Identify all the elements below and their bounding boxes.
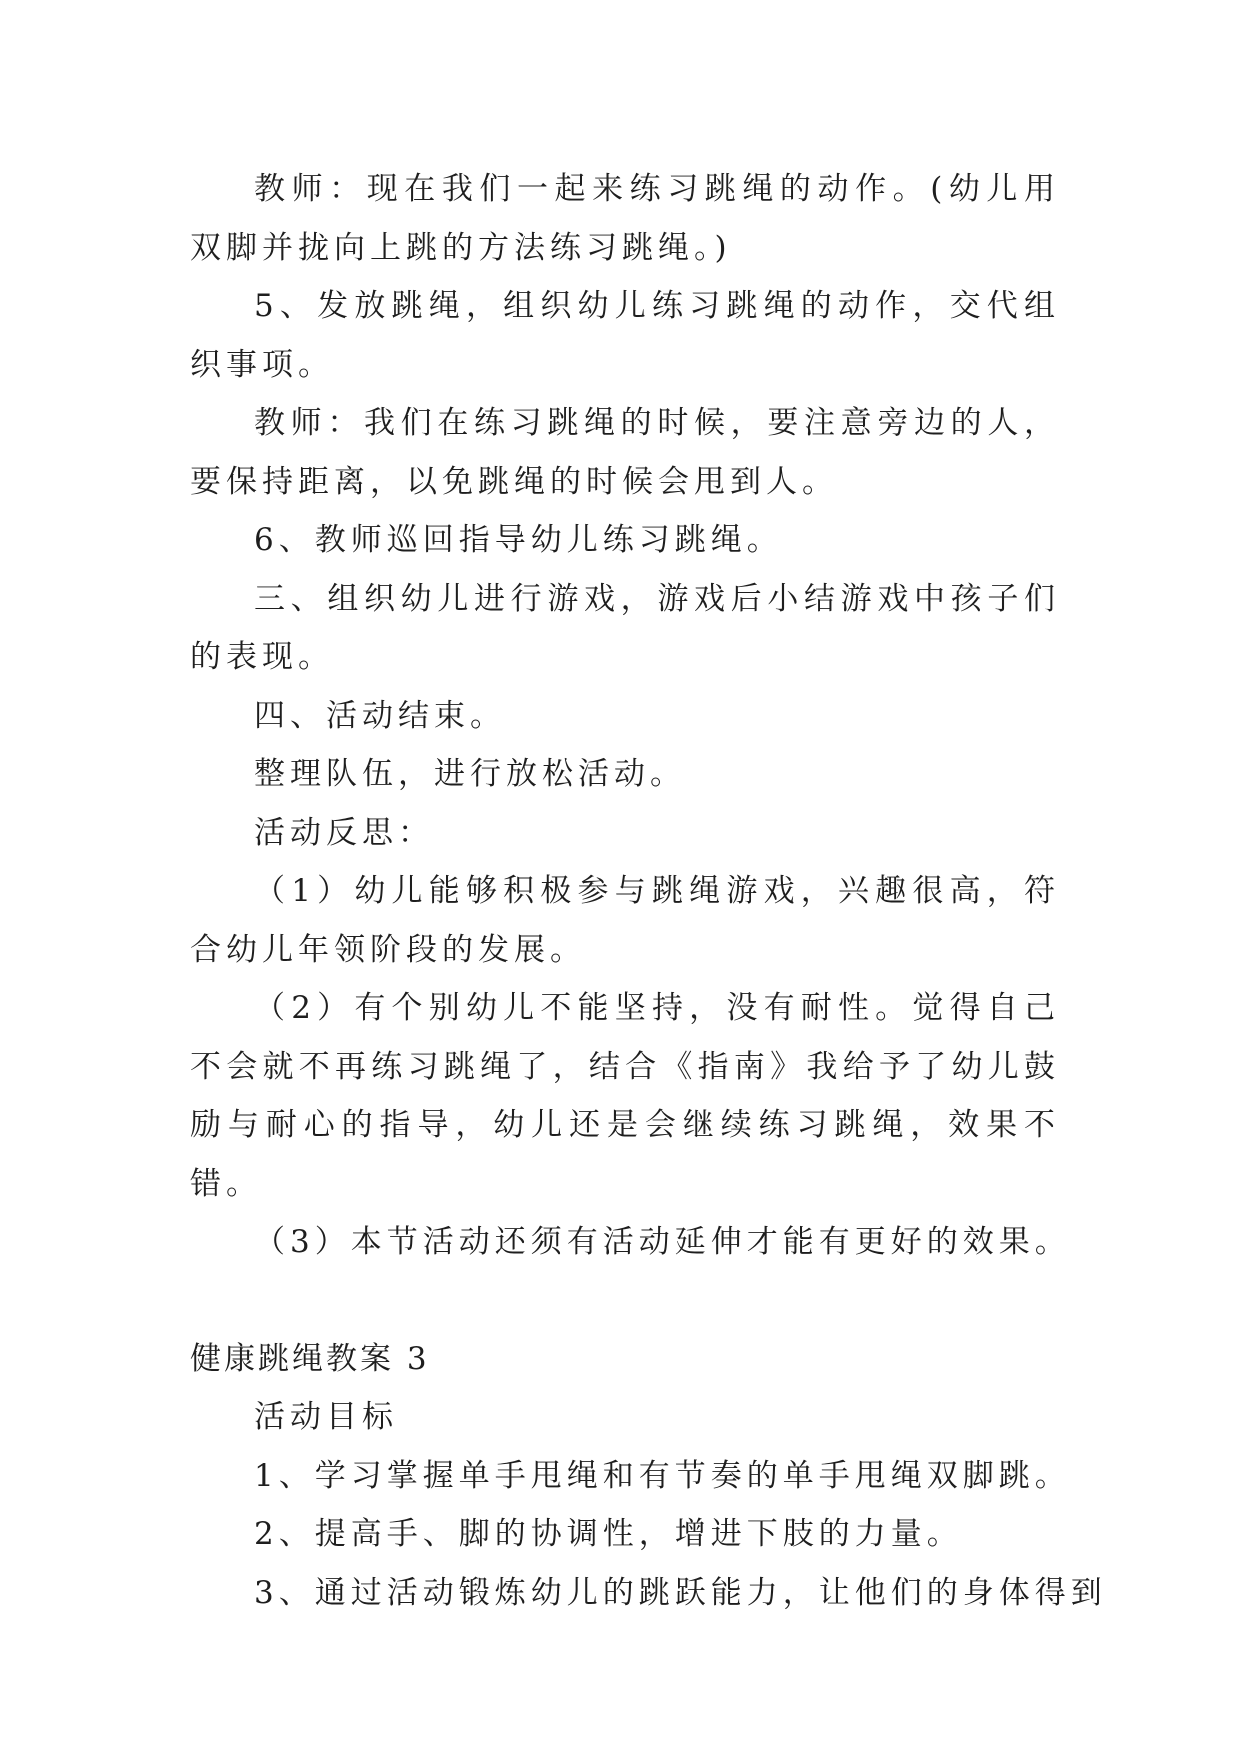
paragraph-teacher-safety: 教师：我们在练习跳绳的时候，要注意旁边的人，要保持距离，以免跳绳的时候会甩到人。 (190, 405, 1060, 500)
section-spacer (190, 1272, 1060, 1330)
paragraph-goals-title: 活动目标 (254, 1399, 398, 1435)
paragraph-step-5: 5、发放跳绳，组织幼儿练习跳绳的动作，交代组织事项。 (190, 288, 1060, 383)
document-body (190, 160, 1107, 1622)
paragraph-goal-3: 3、通过活动锻炼幼儿的跳跃能力，让他们的身体得到 (254, 1574, 1107, 1611)
paragraph-goal-2: 2、提高手、脚的协调性，增进下肢的力量。 (254, 1516, 963, 1552)
paragraph-section-three: 三、组织幼儿进行游戏，游戏后小结游戏中孩子们的表现。 (190, 580, 1060, 675)
paragraph-reflection-2: （2）有个别幼儿不能坚持，没有耐性。觉得自己不会就不再练习跳绳了，结合《指南》我给予了幼儿鼓励与耐心的指导，幼儿还是会继续练习跳绳，效果不错。 (190, 990, 1060, 1202)
paragraph-goal-1: 1、学习掌握单手甩绳和有节奏的单手甩绳双脚跳。 (254, 1457, 1071, 1494)
paragraph-section-four: 四、活动结束。 (254, 697, 506, 734)
paragraph-reflection-title: 活动反思： (254, 814, 434, 851)
paragraph-step-6: 6、教师巡回指导幼儿练习跳绳。 (254, 522, 783, 558)
paragraph-reflection-3: （3）本节活动还须有活动延伸才能有更好的效果。 (254, 1224, 1071, 1260)
section-heading: 健康跳绳教案 3 (190, 1340, 430, 1377)
paragraph-reflection-1: （1）幼儿能够积极参与跳绳游戏，兴趣很高，符合幼儿年领阶段的发展。 (190, 873, 1060, 968)
paragraph-teacher-practice: 教师：现在我们一起来练习跳绳的动作。(幼儿用双脚并拢向上跳的方法练习跳绳。) (190, 171, 1060, 266)
paragraph-cooldown: 整理队伍，进行放松活动。 (254, 756, 686, 792)
